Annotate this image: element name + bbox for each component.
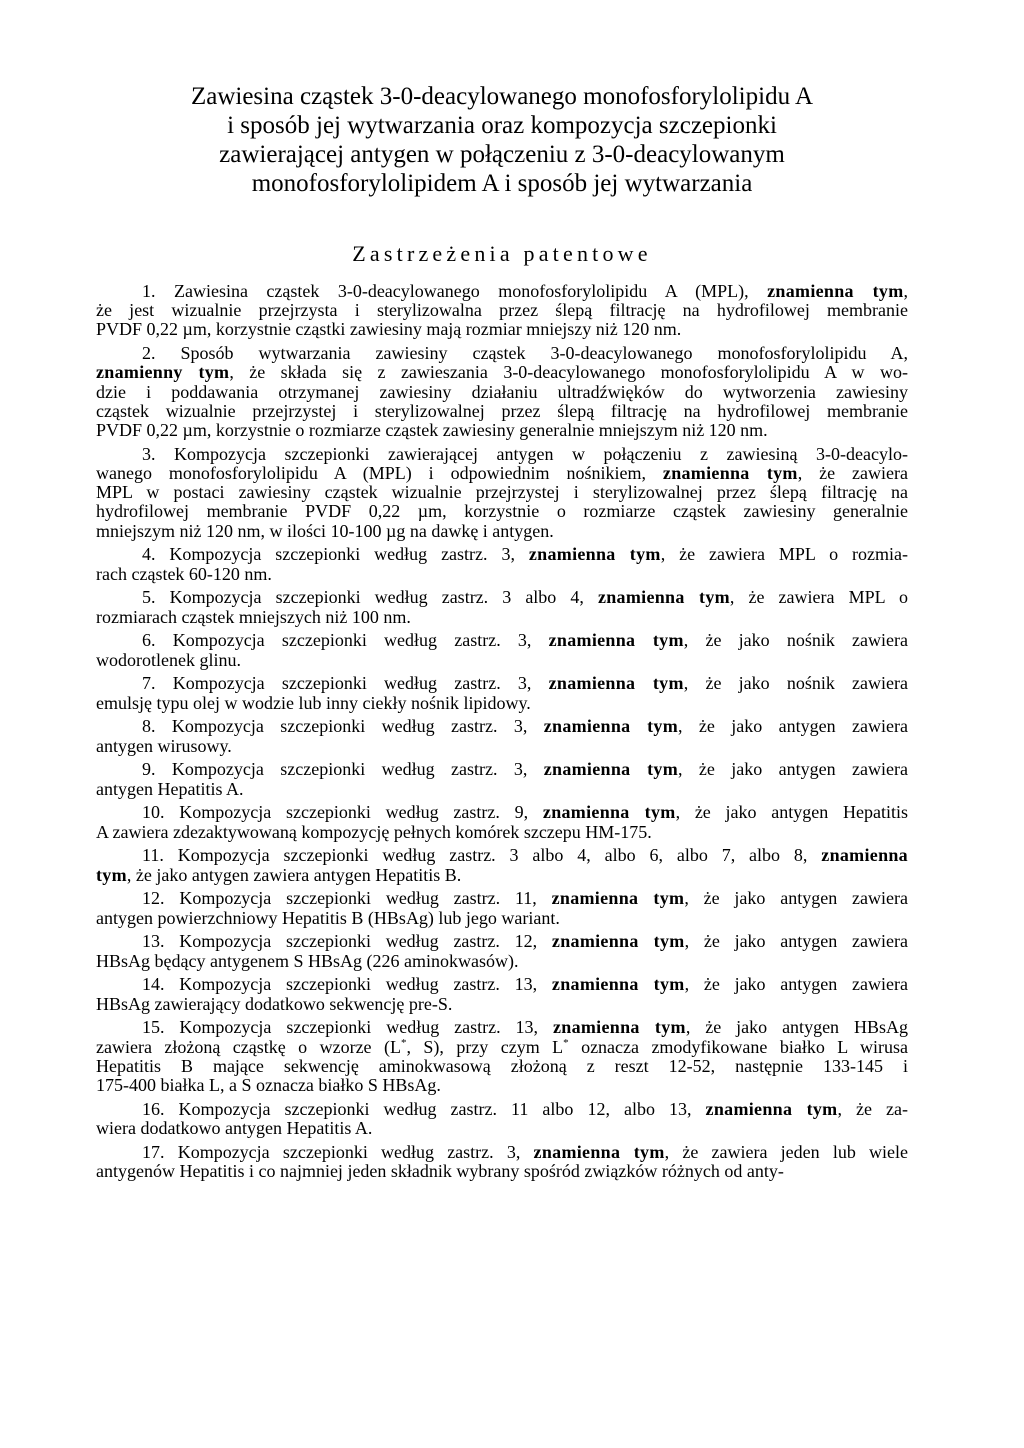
document-title xyxy=(96,82,908,198)
title-line: zawierającej antygen w połączeniu z 3-0-deacylowanym xyxy=(219,141,785,168)
superscript: * xyxy=(563,1036,569,1049)
claim-line: 15. Kompozycja szczepionki według zastrz. 13, znamienna tym, że jako antygen HBsAg xyxy=(142,1017,908,1038)
claim-16 xyxy=(96,1100,908,1138)
claim-line: 11. Kompozycja szczepionki według zastrz. 3 albo 4, albo 6, albo 7, albo 8, znamienna xyxy=(142,845,908,866)
claim-line: mniejszym niż 120 nm, w ilości 10-100 µg na dawkę i antygen. xyxy=(96,520,554,541)
claim-13 xyxy=(96,932,908,970)
claim-keyword: znamienna tym xyxy=(528,544,661,565)
claim-keyword: znamienna tym xyxy=(551,931,685,952)
claim-line: 13. Kompozycja szczepionki według zastrz. 12, znamienna tym, że jako antygen zawiera xyxy=(142,931,908,952)
claim-line: 16. Kompozycja szczepionki według zastrz. 11 albo 12, albo 13, znamienna tym, że za- xyxy=(142,1098,909,1119)
claim-line: dzie i poddawania otrzymanej zawiesiny działaniu ultradźwięków do wytworzenia zawiesiny xyxy=(96,381,908,402)
claim-keyword: znamienna tym xyxy=(551,974,685,995)
claim-1 xyxy=(96,282,908,340)
claim-keyword: znamienna tym xyxy=(705,1098,838,1119)
claim-6 xyxy=(96,631,908,669)
claim-keyword: znamienna tym xyxy=(543,759,679,780)
claim-line: rozmiarach cząstek mniejszych niż 100 nm. xyxy=(96,606,411,627)
claim-line: antygen wirusowy. xyxy=(96,735,232,756)
claim-17 xyxy=(96,1143,908,1181)
claim-line: 10. Kompozycja szczepionki według zastrz. 9, znamienna tym, że jako antygen Hepatitis xyxy=(142,802,909,823)
claim-line: 3. Kompozycja szczepionki zawierającej antygen w połączeniu z zawiesiną 3-0-deacylo- xyxy=(142,443,908,464)
claim-8 xyxy=(96,717,908,755)
claim-line: wiera dodatkowo antygen Hepatitis A. xyxy=(96,1118,373,1139)
claim-line: 5. Kompozycja szczepionki według zastrz. 3 albo 4, znamienna tym, że zawiera MPL o xyxy=(142,587,908,608)
claim-keyword: znamienna tym xyxy=(662,463,798,484)
claim-line: cząstek wizualnie przejrzystej i sterylizowalnej przez ślepą filtrację na hydrofilowej membranie xyxy=(96,400,908,421)
claim-keyword: znamienna tym xyxy=(548,673,684,694)
claim-line: Hepatitis B mające sekwencję aminokwasową złożoną z reszt 12-52, następnie 133-145 i xyxy=(96,1055,908,1076)
claim-line: emulsję typu olej w wodzie lub inny ciekły nośnik lipidowy. xyxy=(96,692,531,713)
claim-line: 14. Kompozycja szczepionki według zastrz. 13, znamienna tym, że jako antygen zawiera xyxy=(142,974,908,995)
claim-line: antygen Hepatitis A. xyxy=(96,778,244,799)
claim-line: rach cząstek 60-120 nm. xyxy=(96,563,272,584)
claim-11 xyxy=(96,846,908,884)
claim-line: A zawiera zdezaktywowaną kompozycję pełnych komórek szczepu HM-175. xyxy=(96,821,652,842)
title-line: i sposób jej wytwarzania oraz kompozycja szczepionki xyxy=(227,112,777,139)
claim-line: 6. Kompozycja szczepionki według zastrz. 3, znamienna tym, że jako nośnik zawiera xyxy=(142,630,908,651)
claim-14 xyxy=(96,975,908,1013)
claim-keyword: znamienna xyxy=(821,845,908,866)
claim-keyword: znamienna tym xyxy=(533,1141,665,1162)
claim-line: 7. Kompozycja szczepionki według zastrz. 3, znamienna tym, że jako nośnik zawiera xyxy=(142,673,908,694)
claim-keyword: znamienna tym xyxy=(548,630,684,651)
claim-line: wodorotlenek glinu. xyxy=(96,649,241,670)
section-heading: Zastrzeżenia patentowe xyxy=(352,241,652,266)
claim-7 xyxy=(96,674,908,712)
claim-5 xyxy=(96,588,908,626)
claim-keyword: znamienny tym xyxy=(96,362,230,383)
claim-4 xyxy=(96,545,908,583)
claim-line: 17. Kompozycja szczepionki według zastrz. 3, znamienna tym, że zawiera jeden lub wiele xyxy=(142,1141,908,1162)
claim-line: MPL w postaci zawiesiny cząstek wizualnie przejrzystej i sterylizowalnej przez ślepą filtrację na xyxy=(96,482,908,503)
claim-line: PVDF 0,22 µm, korzystnie cząstki zawiesiny mają rozmiar mniejszy niż 120 nm. xyxy=(96,319,682,340)
claim-line: 8. Kompozycja szczepionki według zastrz. 3, znamienna tym, że jako antygen zawiera xyxy=(142,716,908,737)
claim-line: HBsAg zawierający dodatkowo sekwencję pre-S. xyxy=(96,993,453,1014)
claim-line: hydrofilowej membranie PVDF 0,22 µm, korzystnie o rozmiarze cząstek zawiesiny generalnie xyxy=(96,501,908,522)
claims-list xyxy=(96,282,908,1181)
claim-line: 175-400 białka L, a S oznacza białko S HBsAg. xyxy=(96,1075,441,1096)
claim-line: HBsAg będący antygenem S HBsAg (226 aminokwasów). xyxy=(96,950,519,971)
claim-line: 12. Kompozycja szczepionki według zastrz. 11, znamienna tym, że jako antygen zawiera xyxy=(142,888,908,909)
claim-line: 9. Kompozycja szczepionki według zastrz. 3, znamienna tym, że jako antygen zawiera xyxy=(142,759,908,780)
claim-line: 4. Kompozycja szczepionki według zastrz. 3, znamienna tym, że zawiera MPL o rozmia- xyxy=(142,544,908,565)
claim-15 xyxy=(96,1018,908,1095)
title-line: Zawiesina cząstek 3-0-deacylowanego monofosforylolipidu A xyxy=(190,83,814,110)
title-line: monofosforylolipidem A i sposób jej wytwarzania xyxy=(251,170,753,197)
claim-line: 1. Zawiesina cząstek 3-0-deacylowanego monofosforylolipidu A (MPL), znamienna tym, xyxy=(142,281,908,301)
claim-line: że jest wizualnie przejrzysta i sterylizowalna przez ślepą filtrację na hydrofilowej membranie xyxy=(96,300,908,321)
claim-3 xyxy=(96,445,908,541)
claim-10 xyxy=(96,803,908,841)
claim-2 xyxy=(96,344,908,440)
claim-keyword: znamienna tym xyxy=(552,1017,686,1038)
claim-line: antygen powierzchniowy Hepatitis B (HBsAg) lub jego wariant. xyxy=(96,907,560,928)
claim-line: tym, że jako antygen zawiera antygen Hepatitis B. xyxy=(96,864,462,885)
patent-page xyxy=(96,82,908,1186)
claim-line: 2. Sposób wytwarzania zawiesiny cząstek 3-0-deacylowanego monofosforylolipidu A, xyxy=(142,343,908,364)
claim-line: antygenów Hepatitis i co najmniej jeden składnik wybrany spośród związków różnych od anty- xyxy=(96,1161,784,1182)
claim-line: znamienny tym, że składa się z zawieszania 3-0-deacylowanego monofosforylolipidu A w wo- xyxy=(96,362,908,383)
claim-9 xyxy=(96,760,908,798)
claim-keyword: znamienna tym xyxy=(543,716,679,737)
claim-12 xyxy=(96,889,908,927)
claim-line: wanego monofosforylolipidu A (MPL) i odpowiednim nośnikiem, znamienna tym, że zawiera xyxy=(96,463,908,484)
claim-line: PVDF 0,22 µm, korzystnie o rozmiarze cząstek zawiesiny generalnie mniejszym niż 120 nm. xyxy=(96,420,768,441)
claim-keyword: znamienna tym xyxy=(767,281,904,301)
claim-keyword: tym xyxy=(96,864,127,885)
superscript: * xyxy=(400,1036,407,1049)
claim-line: zawiera złożoną cząstkę o wzorze (L*, S), przy czym L* oznacza zmodyfikowane białko L wirusa xyxy=(96,1036,908,1057)
claim-keyword: znamienna tym xyxy=(597,587,730,608)
claim-keyword: znamienna tym xyxy=(542,802,676,823)
claim-keyword: znamienna tym xyxy=(551,888,685,909)
